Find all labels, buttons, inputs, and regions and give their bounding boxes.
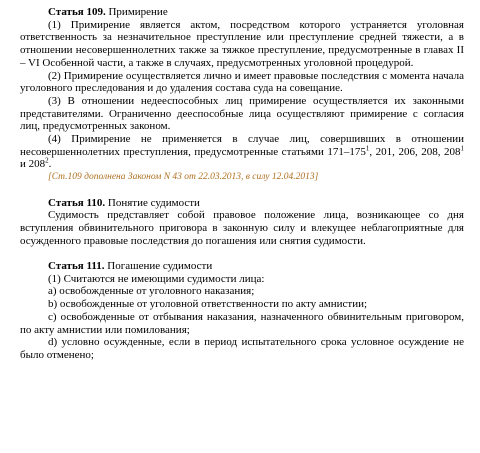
article-109 [20,6,464,184]
paragraph-text: . [48,158,52,171]
article-paragraph: (1) Примирение является актом, посредством которого устраняется уголовная ответственность за незначительное преступление или преступление средней тяжести, а в отношении несовершеннолетних также за тяжкое преступление, предусмотренные в главах II – VI Особенной части, а также в случаях, предусмотренных уголовной процедурой. [20,18,464,69]
paragraph-text: (4) Примирение не применяется в случае лиц, совершивших в отношении несовершеннолетних преступления, предусмотренные статьями 171–175 [20,133,464,158]
article-title: Примирение [108,6,168,18]
article-paragraph: (1) Считаются не имеющими судимости лица: [48,272,265,285]
list-item: c) освобожденные от отбывания наказания, назначенного обвинительным приговором, по акту амнистии или помилования; [20,310,464,336]
article-paragraph: (3) В отношении недееспособных лиц примирение осуществляется их законными представителями. Ограниченно дееспособные лица осуществляют примирение с согласия лиц, предусмотренных законом. [20,94,464,133]
article-heading [20,260,464,273]
paragraph-text: , 201, 206, 208, 208 [369,145,461,158]
superscript: 2 [45,156,49,165]
list-item: b) освобожденные от уголовной ответственности по акту амнистии; [48,298,368,311]
amendment-note: [Ст.109 дополнена Законом N 43 от 22.03.2013, в силу 12.04.2013] [48,172,319,183]
superscript: 1 [365,144,370,153]
article-title: Погашение судимости [107,260,213,273]
article-number: Статья 109. [48,6,106,18]
list-item: d) условно осужденные, если в период испытательного срока условное осуждение не было отменено; [20,336,464,361]
article-heading [20,6,464,19]
article-number: Статья 110. [48,196,106,209]
article-111 [20,260,464,362]
article-110 [20,197,464,248]
article-title: Понятие судимости [107,196,200,209]
paragraph-text: и 208 [20,158,46,171]
document-page [20,6,464,362]
article-heading [20,197,464,210]
list-item: a) освобожденные от уголовного наказания; [48,285,255,298]
article-paragraph: Судимость представляет собой правовое положение лица, возникающее со дня вступления обвинительного приговора в законную силу и влекущее неблагоприятные для осужденного правовые последствия до погашения или снятия судимости. [20,209,464,247]
article-paragraph [20,133,464,171]
article-paragraph: (2) Примирение осуществляется лично и имеет правовые последствия с момента начала уголовного преследования и до удаления состава суда на совещание. [20,69,464,95]
superscript: 1 [460,144,464,153]
article-number: Статья 111. [48,260,105,273]
